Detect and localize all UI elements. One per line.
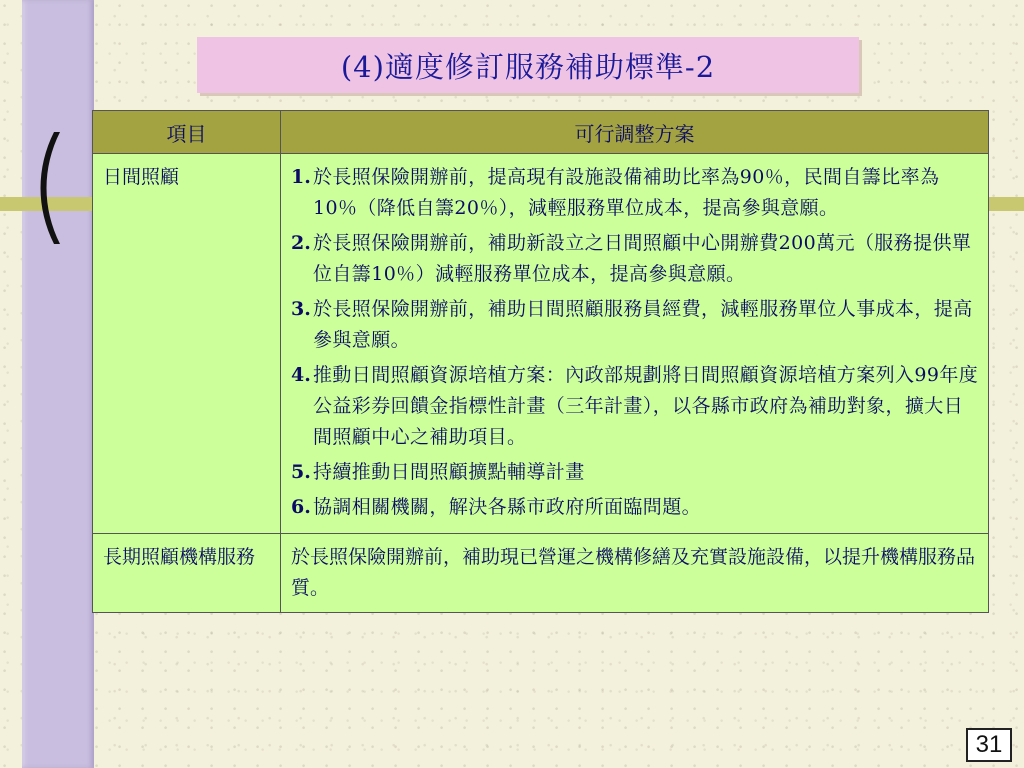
table-row bbox=[93, 534, 989, 613]
item-text: 推動日間照顧資源培植方案：內政部規劃將日間照顧資源培植方案列入99年度公益彩券回饋金指標性計畫（三年計畫），以各縣市政府為補助對象，擴大日間照顧中心之補助項目。 bbox=[313, 364, 979, 448]
table-row bbox=[93, 154, 989, 534]
row-category: 長期照顧機構服務 bbox=[93, 534, 281, 613]
decorative-side-bar bbox=[22, 0, 94, 768]
list-item bbox=[291, 228, 980, 290]
item-number: 5. bbox=[291, 461, 311, 483]
plan-list-cell bbox=[281, 154, 989, 534]
slide-title: (4)適度修訂服務補助標準-2 bbox=[340, 49, 716, 84]
item-text: 於長照保險開辦前，補助日間照顧服務員經費，減輕服務單位人事成本，提高參與意願。 bbox=[313, 298, 973, 351]
item-text: 於長照保險開辦前，提高現有設施設備補助比率為90％，民間自籌比率為10％（降低自籌20％），減輕服務單位成本，提高參與意願。 bbox=[313, 166, 940, 219]
item-number: 4. bbox=[291, 364, 311, 386]
header-item: 項目 bbox=[93, 111, 281, 154]
item-text: 協調相關機關，解決各縣市政府所面臨問題。 bbox=[313, 496, 702, 518]
row-category: 日間照顧 bbox=[93, 154, 281, 534]
adjustment-plan-table bbox=[92, 110, 989, 613]
slide-title-box bbox=[197, 37, 859, 93]
list-item bbox=[291, 162, 980, 224]
item-number: 3. bbox=[291, 298, 311, 320]
item-number: 1. bbox=[291, 166, 311, 188]
item-text: 持續推動日間照顧擴點輔導計畫 bbox=[313, 461, 585, 483]
list-item bbox=[291, 492, 980, 523]
plan-list bbox=[291, 162, 980, 523]
header-plan: 可行調整方案 bbox=[281, 111, 989, 154]
plan-text-cell: 於長照保險開辦前，補助現已營運之機構修繕及充實設施設備，以提升機構服務品質。 bbox=[281, 534, 989, 613]
list-item bbox=[291, 360, 980, 453]
item-number: 6. bbox=[291, 496, 311, 518]
list-item bbox=[291, 457, 980, 488]
table-header-row bbox=[93, 111, 989, 154]
bracket-decoration-icon bbox=[30, 128, 70, 248]
item-text: 於長照保險開辦前，補助新設立之日間照顧中心開辦費200萬元（服務提供單位自籌10％）減輕服務單位成本，提高參與意願。 bbox=[313, 232, 972, 285]
item-number: 2. bbox=[291, 232, 311, 254]
page-number: 31 bbox=[966, 728, 1012, 762]
list-item bbox=[291, 294, 980, 356]
